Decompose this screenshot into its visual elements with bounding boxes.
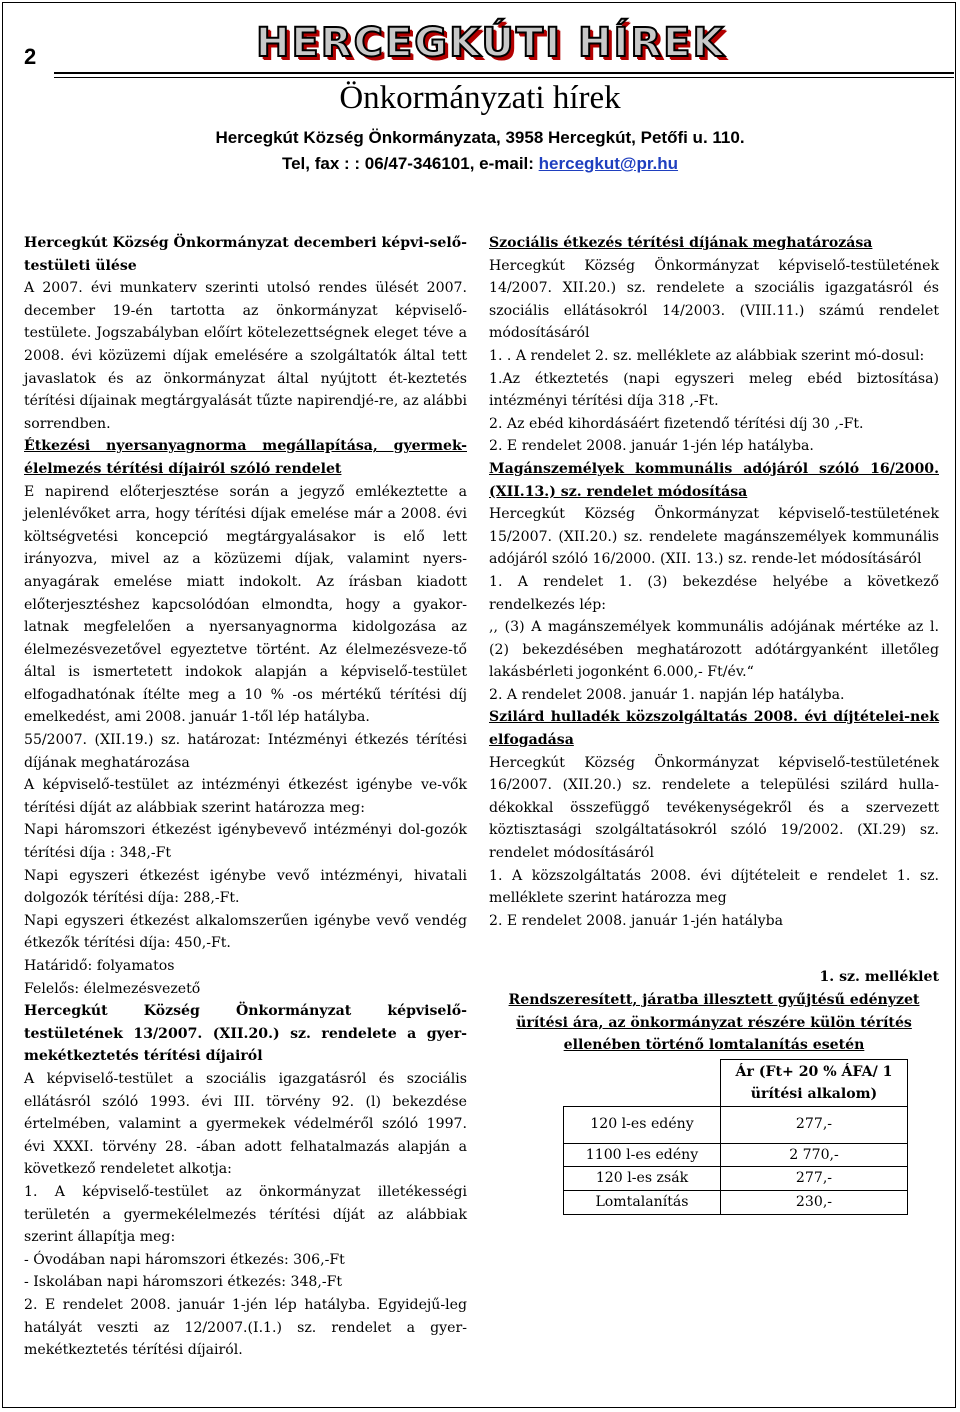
paragraph: 2. A rendelet 2008. január 1. napján lép hatályba. bbox=[489, 686, 845, 703]
paragraph: Hercegkút Község Önkormányzat képviselő-testületének 14/2007. XII.20.) sz. rendelete a szociális igazgatásról és szociális ellátásokról 14/2003. (VIII.11.) számú rendelet módosításáról bbox=[489, 257, 939, 342]
paragraph: Szilárd hulladék közszolgáltatás 2008. évi díjtételei-nek elfogadása bbox=[489, 709, 939, 749]
paragraph: Étkezési nyersanyagnorma megállapítása, gyermek-élelmezés térítési díjairól szóló rendelet bbox=[24, 438, 467, 477]
paragraph: Magánszemélyek kommunális adójáról szóló 16/2000. (XII.13.) sz. rendelet módosítása bbox=[489, 460, 939, 500]
paragraph: ,, (3) A magánszemélyek kommunális adójának mértéke az l. (2) bekezdésében meghatározott adótárgyanként illetőleg lakásbérleti jogonként 6.000,- Ft/év.“ bbox=[489, 619, 939, 681]
paragraph: Felelős: élelmezésvezető bbox=[24, 980, 201, 997]
table-row bbox=[564, 1190, 908, 1214]
price-cell: 230,- bbox=[721, 1190, 908, 1214]
table-row bbox=[564, 1167, 908, 1191]
paragraph: 1. . A rendelet 2. sz. melléklete az alábbiak szerint mó-dosul: bbox=[489, 347, 925, 364]
table-row bbox=[564, 1143, 908, 1167]
paragraph: - Óvodában napi háromszori étkezés: 306,-Ft bbox=[24, 1251, 345, 1268]
item-cell: 120 l-es edény bbox=[564, 1106, 721, 1143]
price-cell: 2 770,- bbox=[721, 1143, 908, 1167]
item-cell: Lomtalanítás bbox=[564, 1190, 721, 1214]
annex-title: Rendszeresített, járatba illesztett gyűjtésű edényzet ürítési ára, az önkormányzat részére külön térítés ellenében történő lomtalanítás esetén bbox=[508, 992, 920, 1054]
price-cell: 277,- bbox=[721, 1167, 908, 1191]
paragraph: 2. E rendelet 2008. január 1-jén lép hatályba. bbox=[489, 438, 814, 455]
paragraph: Hercegkút Község Önkormányzat képviselő-testületének 13/2007. (XII.20.) sz. rendelete a gyer-mekétkeztetés térítési díjairól bbox=[24, 1003, 467, 1065]
item-cell: 1100 l-es edény bbox=[564, 1143, 721, 1167]
paragraph: 2. E rendelet 2008. január 1-jén hatályba bbox=[489, 912, 784, 929]
paragraph: Szociális étkezés térítési díjának meghatározása bbox=[489, 235, 873, 251]
section-title: Önkormányzati hírek bbox=[339, 80, 621, 116]
item-cell: 120 l-es zsák bbox=[564, 1167, 721, 1191]
paragraph: Hercegkút Község Önkormányzat decemberi képvi-selő-testületi ülése bbox=[24, 235, 467, 274]
annex-label: 1. sz. melléklet bbox=[819, 969, 939, 986]
address-line: Hercegkút Község Önkormányzata, 3958 Hercegkút, Petőfi u. 110. bbox=[215, 128, 745, 147]
paragraph: 2. Az ebéd kihordásáért fizetendő térítési díj 30 ,-Ft. bbox=[489, 415, 864, 432]
paragraph: Hercegkút Község Önkormányzat képviselő-testületének 16/2007. (XII.20.) sz. rendelete a települési szilárd hulla-dékokkal összefüggő tevékenységekről és a szervezett köztisztasági szolgáltatásokról szóló 19/2002. (XI.29) sz. rendelet módosításáról bbox=[489, 754, 939, 862]
table-row bbox=[564, 1106, 908, 1143]
table-header-row bbox=[564, 1059, 908, 1106]
paragraph: A képviselő-testület a szociális igazgatásról és szociális ellátásról szóló 1993. évi III. törvény 92. (l) bekezdése értelmében, valamint a gyermekek védelméről szóló 1997. évi XXXI. törvény 28. -ában adott felhatalmazás alapján a következő rendeletet alkotja: bbox=[24, 1070, 467, 1178]
page-number: 2 bbox=[24, 44, 37, 69]
paragraph: E napirend előterjesztése során a jegyző emlékeztette a jelenlévőket arra, hogy térítési díjak emelése már a 2008. évi költségvetési koncepció megtárgyalásakor is elő lett irányozva, mivel az a közüzemi díjak, valamint nyers-anyagárak emelése miatt indokolt. Az írásban kiadott előterjesztéshez kapcsolódóan elmondta, hogy a gyakor-latnak megfelelően a nyersanyagnorma kidolgozása az élelmezésvezetővel egyeztetve történt. Az élelmezésveze-tő által is ismertetett indokok alapján a képviselő-testület elfogadhatónak ítélte meg a 10 % -os mértékű térítési díj emelkedést, ami 2008. január 1-től lép hatályba. bbox=[24, 483, 467, 726]
paragraph: 1. A képviselő-testület az önkormányzat illetékességi területén a gyermekélelmezés térítési díját az alábbiak szerint állapítja meg: bbox=[24, 1183, 467, 1246]
paragraph: 55/2007. (XII.19.) sz. határozat: Intézményi étkezés térítési díjának meghatározása bbox=[24, 732, 467, 771]
contact-prefix: Tel, fax : : 06/47-346101, e-mail: bbox=[281, 154, 539, 173]
paragraph: Napi egyszeri étkezést igénybe vevő intézményi, hivatali dolgozók térítési díja: 288,-Ft. bbox=[24, 867, 467, 907]
paragraph: 1.Az étkeztetés (napi egyszeri meleg ebéd biztosítása) intézményi térítési díja 318 ,-Ft. bbox=[489, 370, 939, 410]
paragraph: Napi háromszori étkezést igénybevevő intézményi dol-gozók térítési díja : 348,-Ft bbox=[24, 822, 467, 862]
paragraph: 2. E rendelet 2008. január 1-jén lép hatályba. Egyidejű-leg hatályát veszti az 12/2007.(I.1.) sz. rendelet a gyer-mekétkeztetés térítési díjairól. bbox=[24, 1296, 467, 1359]
price-header: Ár (Ft+ 20 % ÁFA/ 1 ürítési alkalom) bbox=[721, 1059, 908, 1106]
paragraph: Hercegkút Község Önkormányzat képviselő-testületének 15/2007. (XII.20.) sz. rendelete magánszemélyek kommunális adójáról szóló 16/2000. (XII. 13.) sz. rende-let módosításáról bbox=[489, 506, 939, 568]
right-column bbox=[489, 232, 939, 1215]
header-rule-thin bbox=[54, 77, 954, 78]
paragraph: A 2007. évi munkaterv szerinti utolsó rendes ülését 2007. december 19-én tartotta az önkormányzat képviselő-testülete. Jogszabályban előírt kötelezettségnek eleget téve a 2008. évi közüzemi díjak emelésére a szolgáltatók által tett javaslatok és az önkormányzat által nyújtott ét-keztetés térítési díjainak megtárgyalását tűzte napirendjé-re, az alábbi sorrendben. bbox=[24, 280, 467, 432]
paragraph: 1. A közszolgáltatás 2008. évi díjtételeit e rendelet 1. sz. melléklete szerint határozza meg bbox=[489, 867, 939, 907]
paragraph: 1. A rendelet 1. (3) bekezdése helyébe a következő rendelkezés lép: bbox=[489, 573, 939, 613]
right-column-text bbox=[489, 232, 939, 932]
newspaper-masthead: HERCEGKÚTI HÍREK bbox=[256, 20, 726, 66]
paragraph: A képviselő-testület az intézményi étkezést igénybe ve-vők térítési díját az alábbiak szerint határozza meg: bbox=[24, 777, 467, 816]
paragraph: Határidő: folyamatos bbox=[24, 958, 175, 974]
left-column bbox=[24, 232, 467, 1362]
fee-table bbox=[563, 1059, 908, 1215]
price-cell: 277,- bbox=[721, 1106, 908, 1143]
paragraph: - Iskolában napi háromszori étkezés: 348,-Ft bbox=[24, 1274, 343, 1291]
paragraph: Napi egyszeri étkezést alkalomszerűen igénybe vevő vendég étkezők térítési díja: 450,-Ft. bbox=[24, 912, 467, 952]
email-link[interactable]: hercegkut@pr.hu bbox=[538, 154, 679, 173]
contact-line bbox=[0, 154, 960, 174]
header-rule bbox=[54, 72, 954, 74]
